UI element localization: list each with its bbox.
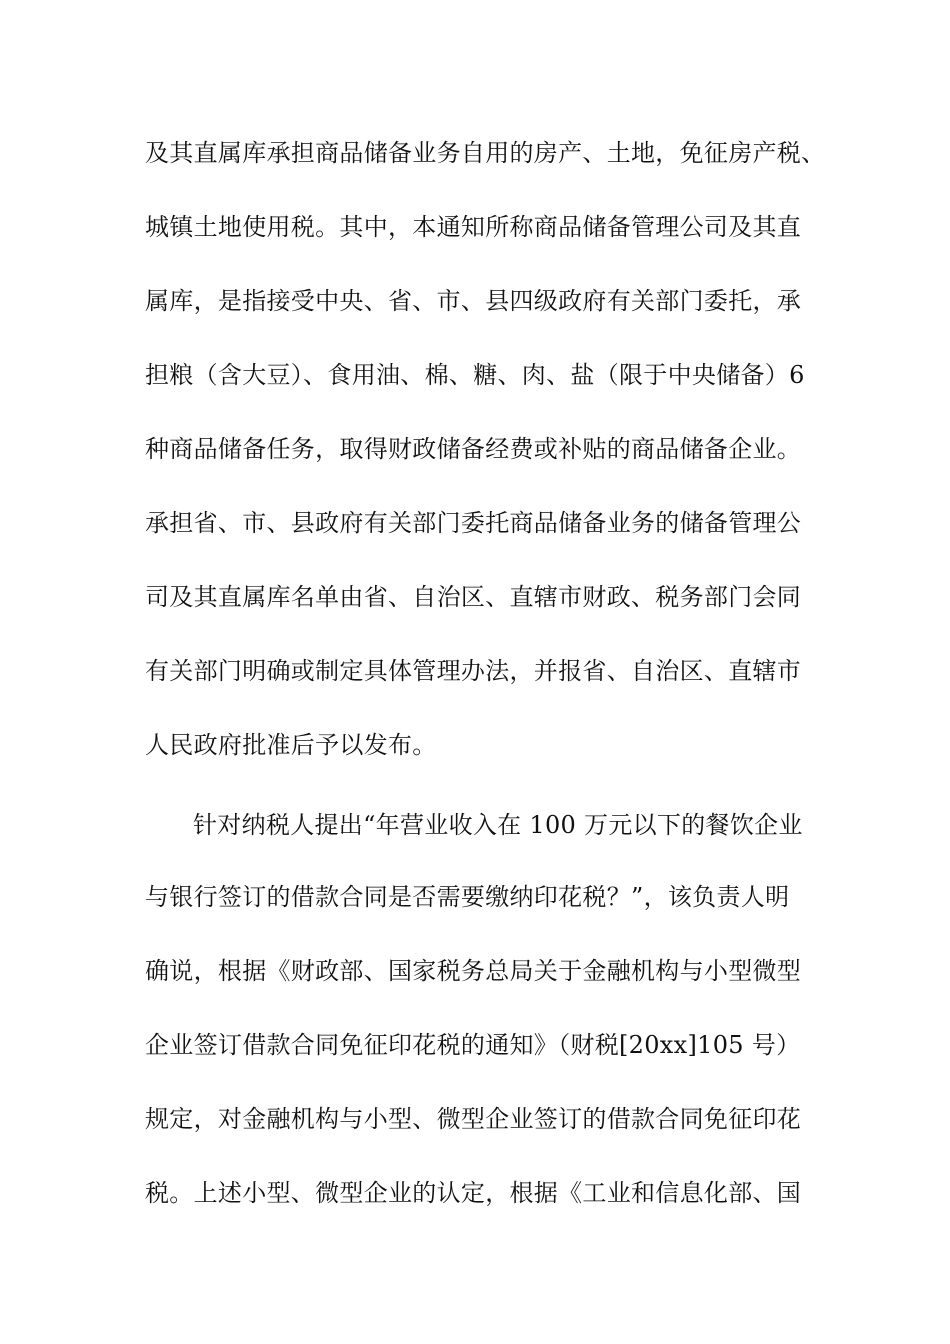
text-line-9: 人民政府批准后予以发布。 <box>145 731 437 759</box>
text-line-7: 司及其直属库名单由省、自治区、直辖市财政、税务部门会同 <box>145 583 802 611</box>
text-line-2: 城镇土地使用税。其中，本通知所称商品储备管理公司及其直 <box>145 213 802 241</box>
text-line-11: 与银行签订的借款合同是否需要缴纳印花税？”，该负责人明 <box>145 883 790 911</box>
text-line-3: 属库，是指接受中央、省、市、县四级政府有关部门委托，承 <box>145 287 802 315</box>
text-line-6: 承担省、市、县政府有关部门委托商品储备业务的储备管理公 <box>145 509 802 537</box>
text-line-15: 税。上述小型、微型企业的认定，根据《工业和信息化部、国 <box>145 1179 802 1207</box>
text-line-1: 及其直属库承担商品储备业务自用的房产、土地，免征房产税、 <box>145 139 826 167</box>
text-line-12: 确说，根据《财政部、国家税务总局关于金融机构与小型微型 <box>145 957 802 985</box>
text-line-14: 规定，对金融机构与小型、微型企业签订的借款合同免征印花 <box>145 1105 802 1133</box>
text-line-13: 企业签订借款合同免征印花税的通知》（财税[20xx]105 号） <box>145 1031 801 1059</box>
text-line-4: 担粮（含大豆）、食用油、棉、糖、肉、盐（限于中央储备）6 <box>145 361 805 389</box>
text-line-10: 针对纳税人提出“年营业收入在 100 万元以下的餐饮企业 <box>193 811 803 839</box>
text-line-5: 种商品储备任务，取得财政储备经费或补贴的商品储备企业。 <box>145 435 802 463</box>
text-line-8: 有关部门明确或制定具体管理办法，并报省、自治区、直辖市 <box>145 657 802 685</box>
